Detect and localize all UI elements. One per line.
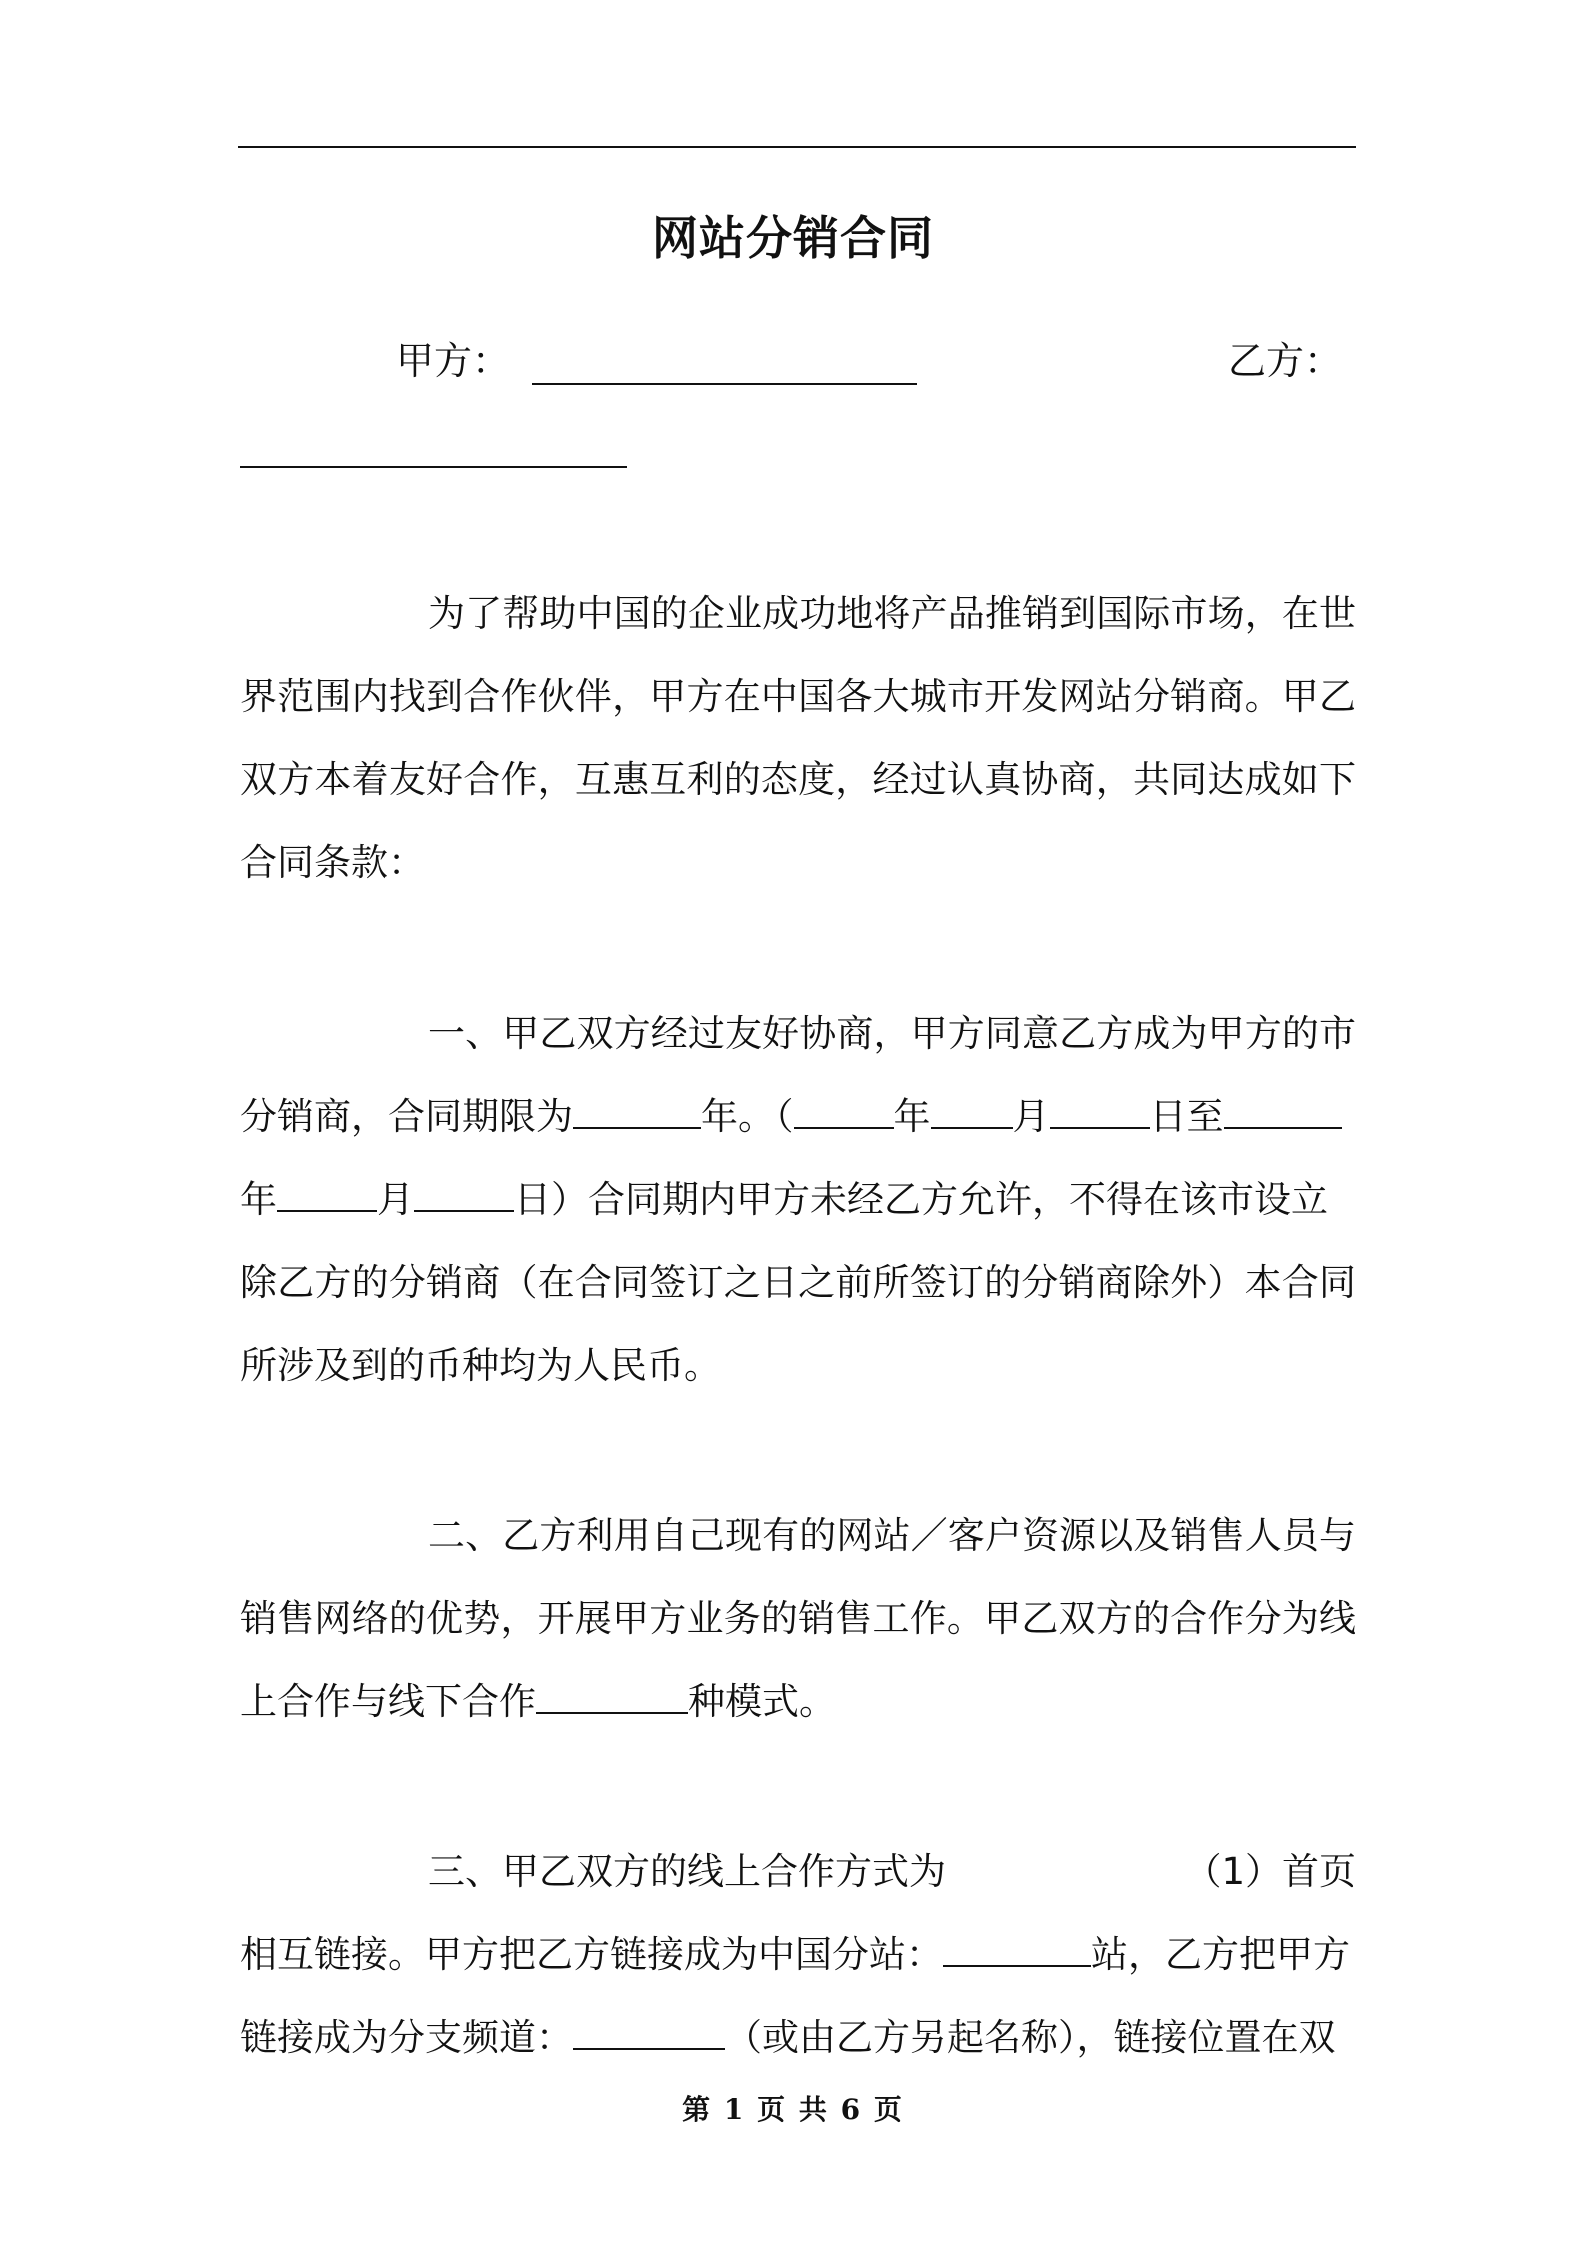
party-a-blank bbox=[532, 383, 917, 385]
intro-line: 合同条款： bbox=[240, 841, 425, 884]
party-b-label: 乙方： bbox=[1228, 339, 1343, 383]
term-years-blank bbox=[573, 1093, 701, 1129]
clause-1-text: 分销商，合同期限为 bbox=[240, 1095, 573, 1138]
clause-3-line bbox=[240, 1830, 1356, 1913]
start-year-blank bbox=[794, 1093, 894, 1129]
clause-2-line bbox=[240, 1660, 1356, 1743]
clause-3-text: 相互链接。甲方把乙方链接成为中国分站： bbox=[240, 1933, 943, 1976]
clause-2-text: 种模式。 bbox=[688, 1680, 836, 1723]
end-year-blank bbox=[1224, 1093, 1342, 1129]
clause-1-line: 除乙方的分销商（在合同签订之日之前所签订的分销商除外）本合同 bbox=[240, 1261, 1356, 1304]
clause-1-line bbox=[240, 1158, 1356, 1241]
clause-3 bbox=[240, 1830, 1356, 2079]
clause-2-text: 上合作与线下合作 bbox=[240, 1680, 536, 1723]
clause-2 bbox=[240, 1494, 1356, 1743]
clause-3-item-1: （1）首页 bbox=[1184, 1850, 1356, 1893]
clause-1-text: 月 bbox=[1012, 1095, 1050, 1138]
intro-line: 双方本着友好合作，互惠互利的态度，经过认真协商，共同达成如下 bbox=[240, 758, 1356, 801]
start-month-blank bbox=[931, 1093, 1013, 1129]
clause-2-line: 销售网络的优势，开展甲方业务的销售工作。甲乙双方的合作分为线 bbox=[240, 1597, 1356, 1640]
intro-paragraph bbox=[240, 572, 1356, 904]
document-title: 网站分销合同 bbox=[652, 211, 934, 265]
clause-1-line: 一、甲乙双方经过友好协商，甲方同意乙方成为甲方的市 bbox=[428, 1012, 1356, 1055]
clause-3-text: （或由乙方另起名称），链接位置在双 bbox=[725, 2016, 1336, 2059]
clause-3-text: 三、甲乙双方的线上合作方式为 bbox=[428, 1850, 946, 1893]
start-day-blank bbox=[1050, 1093, 1150, 1129]
clause-1 bbox=[240, 992, 1356, 1407]
clause-1-text: 日）合同期内甲方未经乙方允许，不得在该市设立 bbox=[514, 1178, 1328, 1221]
clause-3-text: 站，乙方把甲方 bbox=[1091, 1933, 1350, 1976]
clause-1-text: 年 bbox=[893, 1095, 931, 1138]
page-number-footer: 第 1 页 共 6 页 bbox=[682, 2093, 904, 2126]
clause-3-line bbox=[240, 1913, 1356, 1996]
mode-count-blank bbox=[536, 1678, 688, 1714]
header-rule bbox=[238, 146, 1356, 148]
party-a-label: 甲方： bbox=[396, 339, 511, 383]
intro-line: 为了帮助中国的企业成功地将产品推销到国际市场，在世 bbox=[428, 592, 1356, 635]
clause-2-line: 二、乙方利用自己现有的网站／客户资源以及销售人员与 bbox=[428, 1514, 1356, 1557]
clause-3-line bbox=[240, 1996, 1356, 2079]
clause-1-text: 月 bbox=[377, 1178, 414, 1221]
clause-1-line bbox=[240, 1075, 1356, 1158]
end-month-blank bbox=[277, 1176, 377, 1212]
end-day-blank bbox=[414, 1176, 514, 1212]
branch-channel-blank bbox=[573, 2014, 725, 2050]
clause-1-line: 所涉及到的币种均为人民币。 bbox=[240, 1344, 721, 1387]
clause-1-text: 年 bbox=[240, 1178, 277, 1221]
intro-line: 界范围内找到合作伙伴，甲方在中国各大城市开发网站分销商。甲乙 bbox=[240, 675, 1356, 718]
clause-1-text: 年。（ bbox=[701, 1095, 794, 1138]
china-substation-blank bbox=[943, 1931, 1091, 1967]
clause-1-text: 日至 bbox=[1149, 1095, 1224, 1138]
clause-3-text: 链接成为分支频道： bbox=[240, 2016, 573, 2059]
party-b-blank bbox=[240, 466, 627, 468]
